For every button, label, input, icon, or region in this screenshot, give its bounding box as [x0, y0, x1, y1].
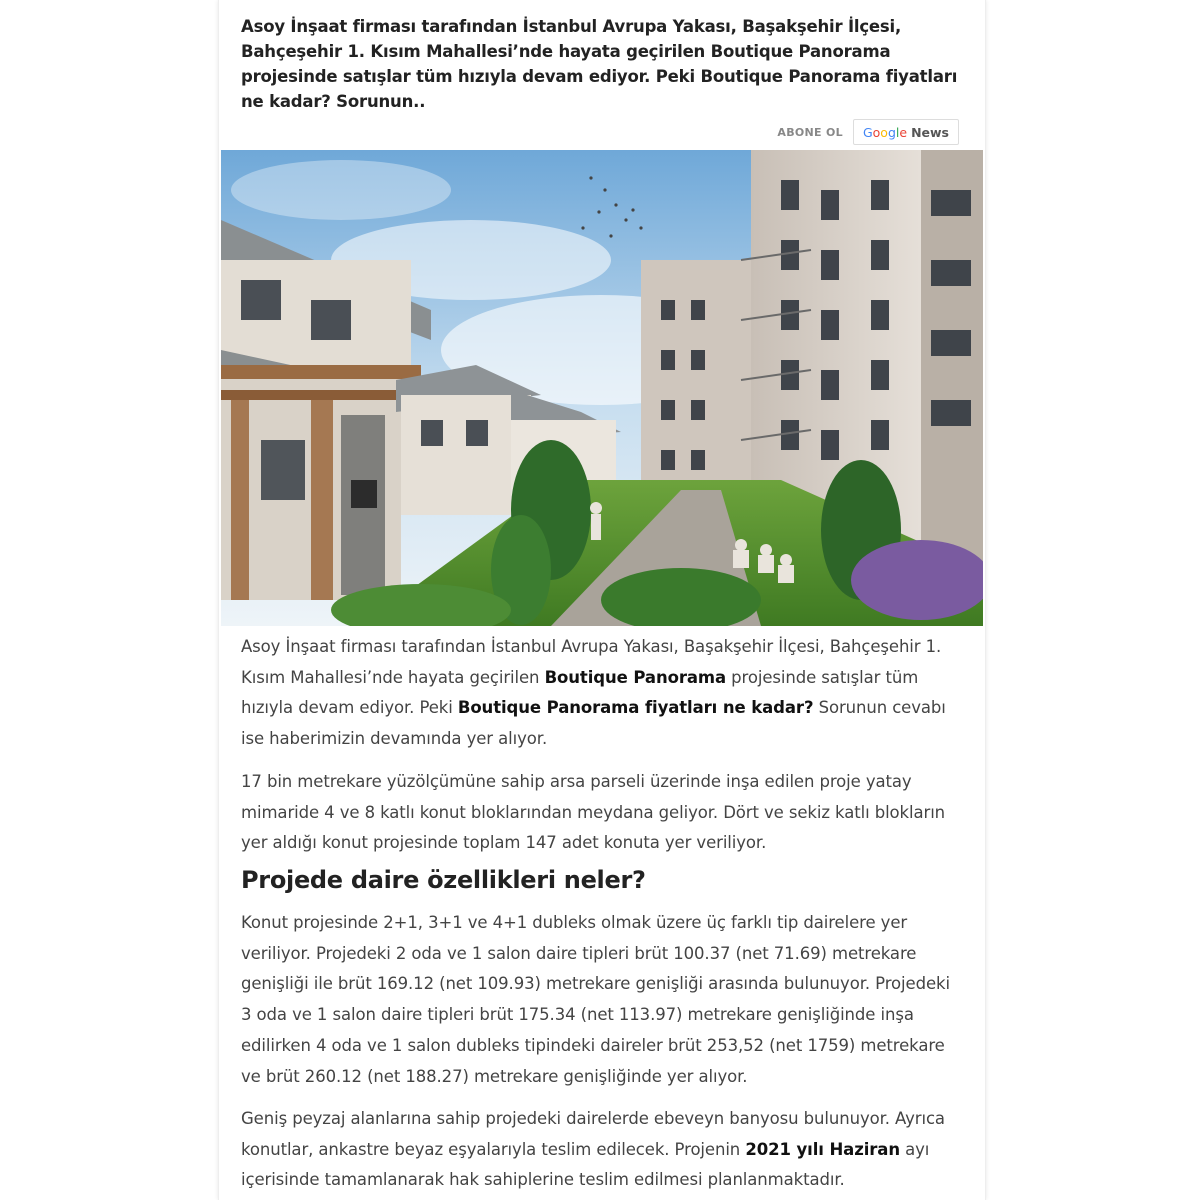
google-letter: e: [899, 124, 908, 140]
paragraph-text: Sorunun cevabı ise haberimizin devamında yer alıyor.: [241, 698, 946, 749]
google-letter: o: [880, 124, 888, 140]
article-container: [218, 0, 986, 1200]
paragraph-text: ayı içerisinde tamamlanarak hak sahiplerine teslim edilmesi planlanmaktadır.: [241, 1139, 930, 1190]
google-letter: o: [872, 124, 881, 140]
paragraph-text: Asoy İnşaat firması tarafından İstanbul Avrupa Yakası, Başakşehir İlçesi, Bahçeşehir 1. Kısım Mahallesi’nde hayata geçirilen: [241, 637, 942, 687]
delivery-date-emphasis: 2021 yılı Haziran: [745, 1139, 900, 1159]
news-label: News: [911, 124, 949, 140]
project-name-emphasis: Boutique Panorama: [544, 667, 727, 687]
article-lead: Asoy İnşaat firması tarafından İstanbul Avrupa Yakası, Başakşehir İlçesi, Bahçeşehir 1. Kısım Mahallesi’nde hayata geçirilen Boutique Panorama projesinde satışlar tüm hızıyla devam ediyor. Peki Boutique Panorama fiyatları ne kadar? Sorunun..: [241, 17, 958, 111]
paragraph-text: projesinde satışlar tüm hızıyla devam ediyor. Peki: [241, 667, 919, 718]
paragraph-area: 17 bin metrekare yüzölçümüne sahip arsa parseli üzerinde inşa edilen proje yatay mimaride 4 ve 8 katlı konut bloklarından meydana geliyor. Dört ve sekiz katlı blokların yer aldığı konut projesinde toplam 147 adet konuta yer veriliyor.: [241, 772, 946, 853]
project-illustration: [221, 150, 983, 626]
subscribe-bar: [777, 119, 959, 145]
section-heading: Projede daire özellikleri neler?: [241, 866, 646, 894]
google-news-button[interactable]: [853, 119, 959, 145]
paragraph-features: [241, 1104, 963, 1196]
subscribe-label: ABONE OL: [777, 125, 843, 139]
google-letter: G: [862, 124, 873, 140]
google-letter: l: [895, 124, 900, 140]
google-letter: g: [887, 124, 896, 140]
paragraph-unit-types: Konut projesinde 2+1, 3+1 ve 4+1 dubleks olmak üzere üç farklı tip dairelere yer veriliyor. Projedeki 2 oda ve 1 salon daire tipleri brüt 100.37 (net 71.69) metrekare genişliği ile brüt 169.12 (net 109.93) metrekare genişliği arasında bulunuyor. Projedeki 3 oda ve 1 salon daire tipleri brüt 175.34 (net 113.97) metrekare genişliğinde inşa edilirken 4 oda ve 1 salon dubleks tipindeki daireler brüt 253,52 (net 1759) metrekare ve brüt 260.12 (net 188.27) metrekare genişliğinde yer alıyor.: [241, 913, 950, 1086]
price-question-emphasis: Boutique Panorama fiyatları ne kadar?: [457, 698, 814, 718]
paragraph-intro: [241, 632, 963, 755]
paragraph-text: Geniş peyzaj alanlarına sahip projedeki dairelerde ebeveyn banyosu bulunuyor. Ayrıca konutlar, ankastre beyaz eşyalarıyla teslim edilecek. Projenin: [241, 1109, 945, 1159]
hero-image: [221, 150, 983, 626]
google-logo: [863, 125, 907, 140]
